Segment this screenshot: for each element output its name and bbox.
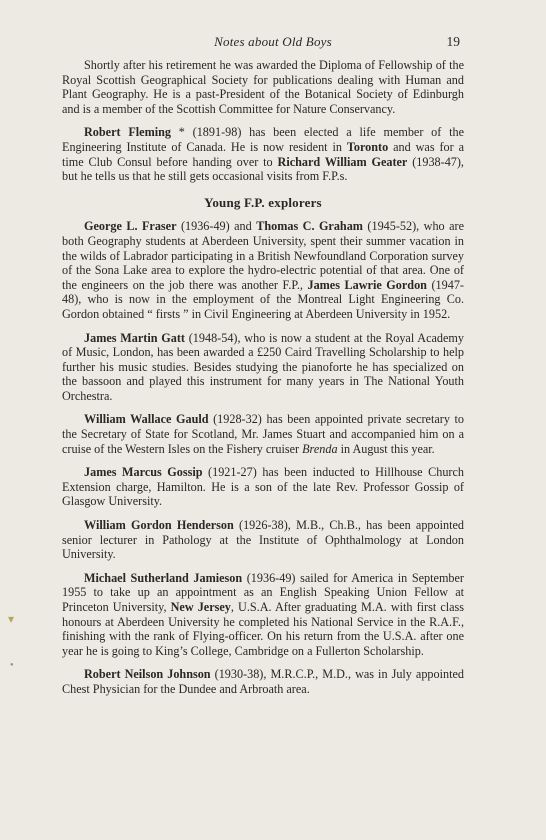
paragraph — [62, 571, 464, 659]
text-run: (1936-49) sailed for America in September 1955 to take up an appointment as an English Speaking Union Fellow at Princeton University, — [62, 570, 464, 614]
running-title: Notes about Old Boys — [214, 34, 332, 49]
page-number: 19 — [446, 34, 460, 49]
italic-text: Brenda — [302, 441, 338, 456]
paragraph — [62, 219, 464, 321]
bold-name: James Martin Gatt — [84, 330, 185, 345]
bold-name: George L. Fraser — [84, 219, 177, 234]
bold-name: James Marcus Gossip — [84, 465, 203, 480]
body-text — [62, 58, 464, 706]
text-run: (1947-48), who is now in the employment of the Montreal Light Engineering Co. Gordon obtained “ firsts ” in Civil Engineering at Aberdeen University in 1952. — [62, 277, 464, 321]
paragraph — [62, 412, 464, 456]
margin-blemish: ▾ — [8, 612, 15, 626]
bold-name: Michael Sutherland Jamieson — [84, 570, 243, 585]
text-run: (1945-52), who are both Geography students at Aberdeen University, spent their summer vacation in the wilds of Labrador participating in a British Newfoundland Corporation survey of the Sona Lake area to explore the hydro-electric potential of that area. One of the engineers on the job there was another F.P., — [62, 219, 464, 292]
paragraph — [62, 58, 464, 116]
text-run: (1938-47), but he tells us that he still gets occasional visits from F.P.s. — [62, 154, 464, 184]
bold-name: Robert Neilson Johnson — [84, 667, 211, 682]
bold-name: Toronto — [346, 139, 389, 154]
text-run: (1926-38), M.B., Ch.B., has been appointed senior lecturer in Pathology at the Institute of Ophthalmology at London University. — [62, 518, 464, 562]
bold-name: Thomas C. Graham — [256, 219, 363, 234]
text-run: (1921-27) has been inducted to Hillhouse Church Extension charge, Hamilton. He is a son of the late Rev. Professor Gossip of Glasgow University. — [62, 465, 464, 509]
text-run: (1948-54), who is now a student at the Royal Academy of Music, London, has been awarded a £250 Caird Travelling Scholarship to help further his music studies. Besides studying the pianoforte he has specialized on the bassoon and played this instrument for many years in The National Youth Orchestra. — [62, 330, 465, 403]
text-run: Shortly after his retirement he was awarded the Diploma of Fellowship of the Royal Scottish Geographical Society for publications dealing with Human and Plant Geography. He is a past-President of the Botanical Society of Edinburgh and is a member of the Scottish Committee for Nature Conservancy. — [62, 58, 464, 116]
paragraph — [62, 331, 464, 404]
margin-dot: ● — [10, 662, 14, 668]
text-run: (1928-32) has been appointed private secretary to the Secretary of State for Scotland, Mr. James Stuart and accompanied him on a cruise of the Western Isles on the Fishery cruiser — [62, 412, 464, 456]
paragraph — [62, 465, 464, 509]
text-run: * (1891-98) has been elected a life member of the Engineering Institute of Canada. He is now resident in — [62, 125, 464, 154]
text-run: and was for a time Club Consul before handing over to — [62, 139, 465, 169]
bold-name: Robert Fleming — [84, 125, 171, 140]
paragraph — [62, 518, 464, 562]
paragraph — [62, 667, 464, 696]
text-run: in August this year. — [337, 441, 435, 456]
bold-name: William Gordon Henderson — [84, 518, 234, 533]
page-header — [0, 34, 546, 52]
bold-name: William Wallace Gauld — [84, 412, 209, 427]
bold-name: New Jersey — [170, 600, 231, 614]
text-run: (1936-49) and — [176, 219, 257, 234]
bold-name: Richard William Geater — [277, 154, 408, 169]
text-run: , U.S.A. After graduating M.A. with first class honours at Aberdeen University he completed his National Service in the R.A.F., finishing with the rank of Flying-officer. On his return from the U.S.A. after one year he is going to King’s College, Cambridge on a Fullerton Scholarship. — [62, 600, 465, 658]
paragraph — [62, 125, 464, 183]
bold-name: James Lawrie Gordon — [307, 277, 427, 292]
text-run: (1930-38), M.R.C.P., M.D., was in July appointed Chest Physician for the Dundee and Arbroath area. — [62, 667, 464, 696]
section-heading: Young F.P. explorers — [204, 194, 322, 210]
